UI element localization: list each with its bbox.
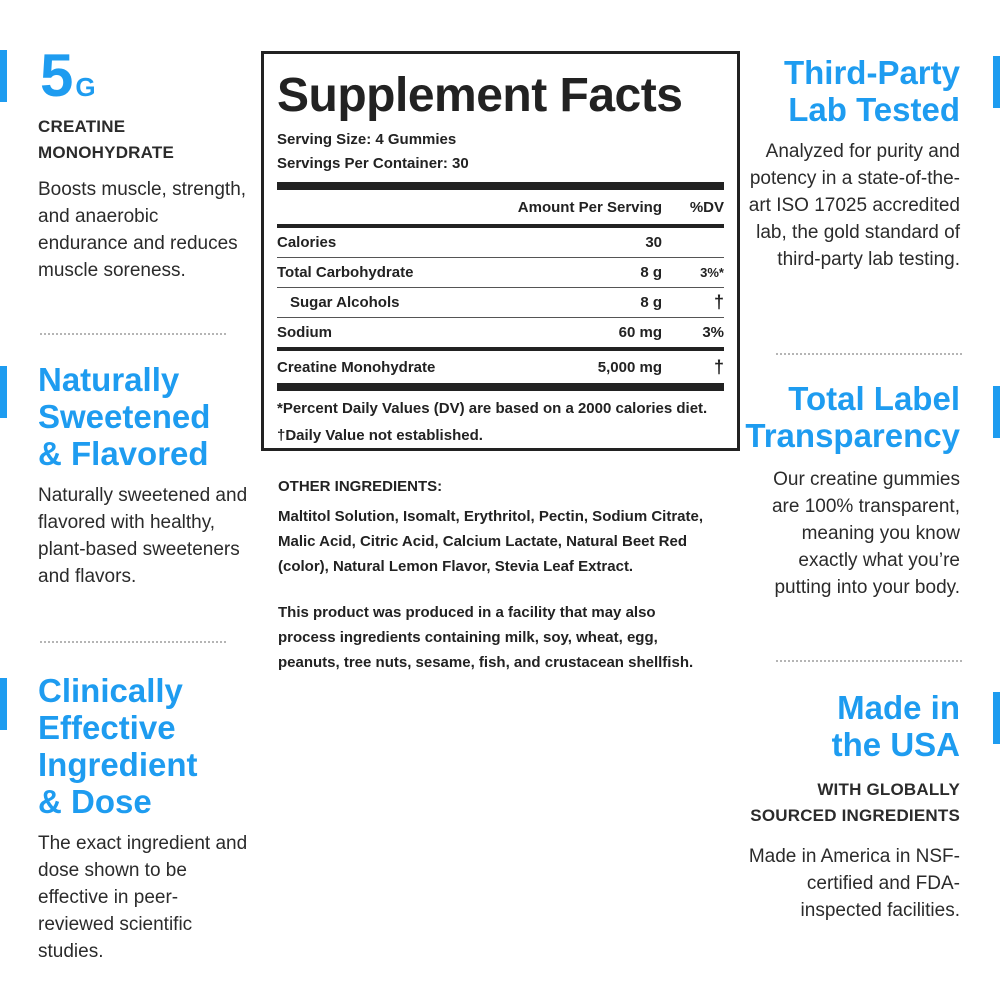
usa-heading-1: Made in [837, 689, 960, 726]
lab-heading-1: Third-Party [783, 54, 960, 91]
sweetened-heading-2: Sweetened [38, 398, 211, 435]
creatine-caption-1: CREATINE [38, 117, 126, 136]
made-in-usa-section [720, 689, 960, 924]
clinical-section [38, 672, 248, 965]
usa-caption-1: WITH GLOBALLY [817, 780, 960, 799]
divider-right-2 [776, 660, 962, 662]
footnote-percent-dv: *Percent Daily Values (DV) are based on a 2000 calories diet. [277, 400, 708, 417]
lab-tested-section [720, 54, 960, 273]
other-ingredients-section [278, 474, 710, 675]
other-ingredients-list: Maltitol Solution, Isomalt, Erythritol, Pectin, Sodium Citrate, Malic Acid, Citric Acid, Calcium Lactate, Natural Beet Red (color), Natural Lemon Flavor, Stevia Leaf Extract. [278, 508, 704, 575]
divider-thick-bottom [277, 383, 724, 391]
facts-header-row [277, 190, 724, 224]
sweetened-heading-3: & Flavored [38, 435, 209, 472]
accent-bar-left-1 [0, 50, 7, 102]
label-transparency-section [720, 380, 960, 601]
accent-bar-right-3 [993, 692, 1000, 744]
lab-heading-2: Lab Tested [788, 91, 960, 128]
other-ingredients-label: OTHER INGREDIENTS: [278, 478, 443, 495]
sweetened-section [38, 361, 248, 590]
usa-body: Made in America in NSF-certified and FDA-inspected facilities. [748, 846, 960, 921]
label-heading-1: Total Label [788, 380, 960, 417]
accent-bar-left-2 [0, 366, 7, 418]
creatine-body: Boosts muscle, strength, and anaerobic endurance and reduces muscle soreness. [38, 179, 247, 281]
creatine-section [38, 114, 248, 284]
clinical-heading-2: Effective [38, 709, 176, 746]
facts-row-sodium: Sodium 60 mg 3% [277, 324, 724, 341]
divider-right-1 [776, 353, 962, 355]
sweetened-body: Naturally sweetened and flavored with healthy, plant-based sweeteners and flavors. [38, 485, 248, 587]
allergen-statement: This product was produced in a facility that may also process ingredients containing milk, soy, wheat, egg, peanuts, tree nuts, sesame, fish, and crustacean shellfish. [278, 604, 694, 671]
usa-heading-2: the USA [831, 726, 960, 763]
serving-size: Serving Size: 4 Gummies [277, 131, 457, 148]
clinical-heading-4: & Dose [38, 783, 152, 820]
accent-bar-right-1 [993, 56, 1000, 108]
clinical-heading-1: Clinically [38, 672, 183, 709]
usa-caption-2: SOURCED INGREDIENTS [750, 806, 960, 825]
accent-bar-right-2 [993, 386, 1000, 438]
header-dv: %DV [689, 198, 724, 216]
facts-row-carbohydrate: Total Carbohydrate 8 g 3%* [277, 264, 724, 281]
lab-body: Analyzed for purity and potency in a state-of-the-art ISO 17025 accredited lab, the gold standard of third-party lab testing. [748, 141, 960, 270]
footnote-dv-not-established: †Daily Value not established. [277, 427, 483, 444]
accent-bar-left-3 [0, 678, 7, 730]
label-body: Our creatine gummies are 100% transparent, meaning you know exactly what you’re putting into your body. [771, 469, 960, 598]
label-heading-2: Transparency [745, 417, 960, 454]
facts-row-calories: Calories 30 [277, 234, 662, 251]
facts-row-creatine: Creatine Monohydrate 5,000 mg † [277, 356, 724, 377]
divider-thick-top [277, 182, 724, 190]
header-amount: Amount Per Serving [517, 198, 662, 216]
facts-title: Supplement Facts [277, 69, 683, 122]
clinical-heading-3: Ingredient [38, 746, 198, 783]
clinical-body: The exact ingredient and dose shown to be effective in peer-reviewed scientific studies. [38, 833, 248, 962]
divider-left-2 [40, 641, 226, 643]
divider-left-1 [40, 333, 226, 335]
facts-row-sugar-alcohols: Sugar Alcohols 8 g † [290, 292, 724, 312]
servings-per-container: Servings Per Container: 30 [277, 155, 469, 172]
sweetened-heading-1: Naturally [38, 361, 180, 398]
creatine-dose-stat: 5G [40, 42, 96, 109]
supplement-facts-panel [261, 51, 740, 451]
creatine-caption-2: MONOHYDRATE [38, 143, 174, 162]
